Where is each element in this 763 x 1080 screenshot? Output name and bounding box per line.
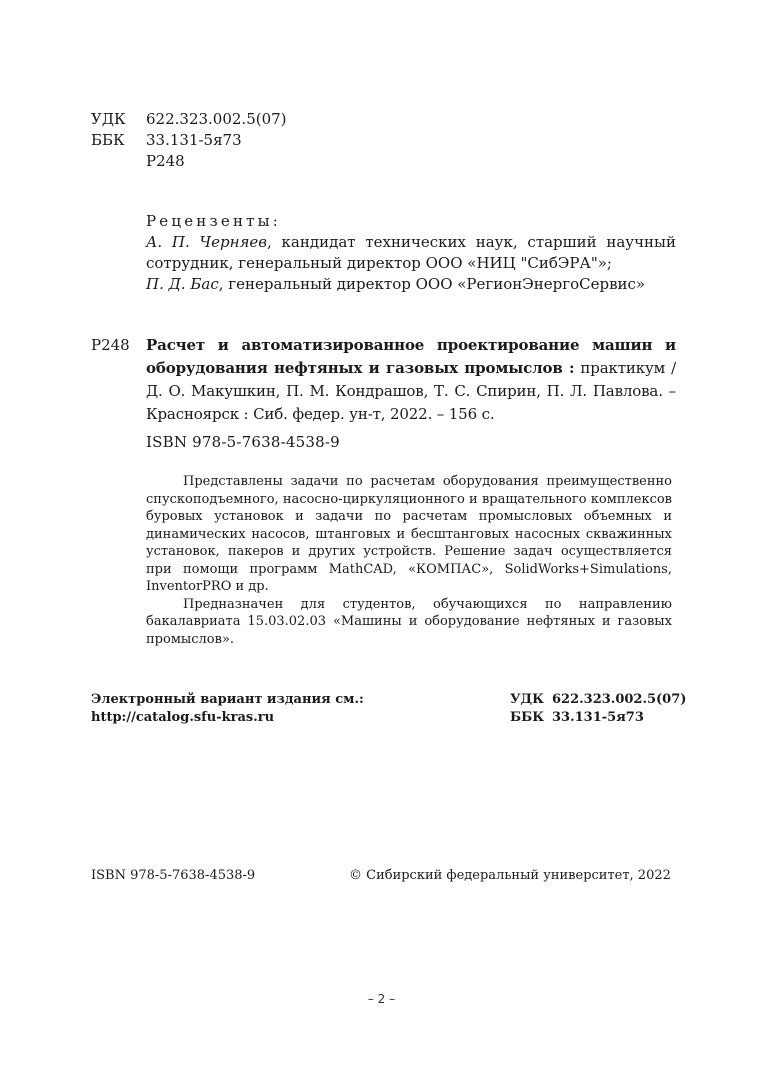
bbk-row (91, 130, 287, 151)
author-mark: Р248 (146, 152, 185, 170)
electronic-label: Электронный вариант издания см.: (91, 692, 364, 707)
footer-isbn: ISBN 978-5-7638-4538-9 (91, 868, 256, 883)
entry-code: Р248 (91, 336, 130, 354)
bbk-label: ББК (91, 131, 125, 149)
author-mark-row (91, 151, 287, 172)
entry-body (146, 334, 676, 426)
reviewers-title: Рецензенты: (146, 212, 282, 230)
electronic-bbk-value: 33.131-5я73 (552, 710, 644, 725)
udk-label: УДК (91, 110, 126, 128)
electronic-bbk-row (510, 709, 686, 727)
reviewer-description: , кандидат технических наук, старший научный сотрудник, генеральный директор ООО «НИЦ "СибЭРА"»; (146, 233, 676, 272)
electronic-url[interactable]: http://catalog.sfu-kras.ru (91, 710, 275, 725)
page-number: – 2 – (367, 992, 396, 1006)
annotation-paragraph: Предназначен для студентов, обучающихся по направлению бакалавриата 15.03.02.03 «Машины и оборудование нефтяных и газовых промыслов». (146, 596, 672, 647)
footer-copyright: © Сибирский федеральный университет, 2022 (349, 868, 671, 883)
entry-rest: практикум / Д. О. Макушкин, П. М. Кондрашов, Т. С. Спирин, П. Л. Павлова. – Красноярск : Сиб. федер. ун-т, 2022. – 156 с. (146, 359, 676, 423)
electronic-bbk-label: ББК (510, 710, 545, 725)
entry-title: Расчет и автоматизированное проектирование машин и оборудования нефтяных и газовых промыслов : (146, 336, 676, 377)
reviewer-1 (146, 232, 676, 274)
electronic-udk-value: 622.323.002.5(07) (552, 692, 687, 707)
electronic-udk-row (510, 691, 686, 709)
classification-block (91, 109, 287, 172)
reviewer-2 (146, 274, 676, 295)
reviewer-description: , генеральный директор ООО «РегионЭнергоСервис» (218, 275, 646, 293)
catalog-entry (91, 334, 676, 426)
bbk-value: 33.131-5я73 (146, 131, 242, 149)
reviewer-name: П. Д. Бас (146, 275, 219, 293)
entry-isbn: ISBN 978-5-7638-4538-9 (146, 433, 340, 451)
electronic-version-block (91, 691, 364, 727)
udk-row (91, 109, 287, 130)
electronic-classification (510, 691, 686, 727)
annotation-block (146, 473, 672, 648)
udk-value: 622.323.002.5(07) (146, 110, 287, 128)
reviewer-name: А. П. Черняев (146, 233, 267, 251)
annotation-paragraph: Представлены задачи по расчетам оборудования преимущественно спускоподъемного, насосно-циркуляционного и вращательного комплексов буровых установок и задачи по расчетам промысловых объемных и динамических насосов, штанговых и бесштанговых насосных скважинных установок, пакеров и других устройств. Решение задач осуществляется при помощи программ MathCAD, «КОМПАС», SolidWorks+Simulations, InventorPRO и др. (146, 474, 672, 594)
reviewers-block (146, 211, 676, 295)
electronic-udk-label: УДК (510, 692, 544, 707)
